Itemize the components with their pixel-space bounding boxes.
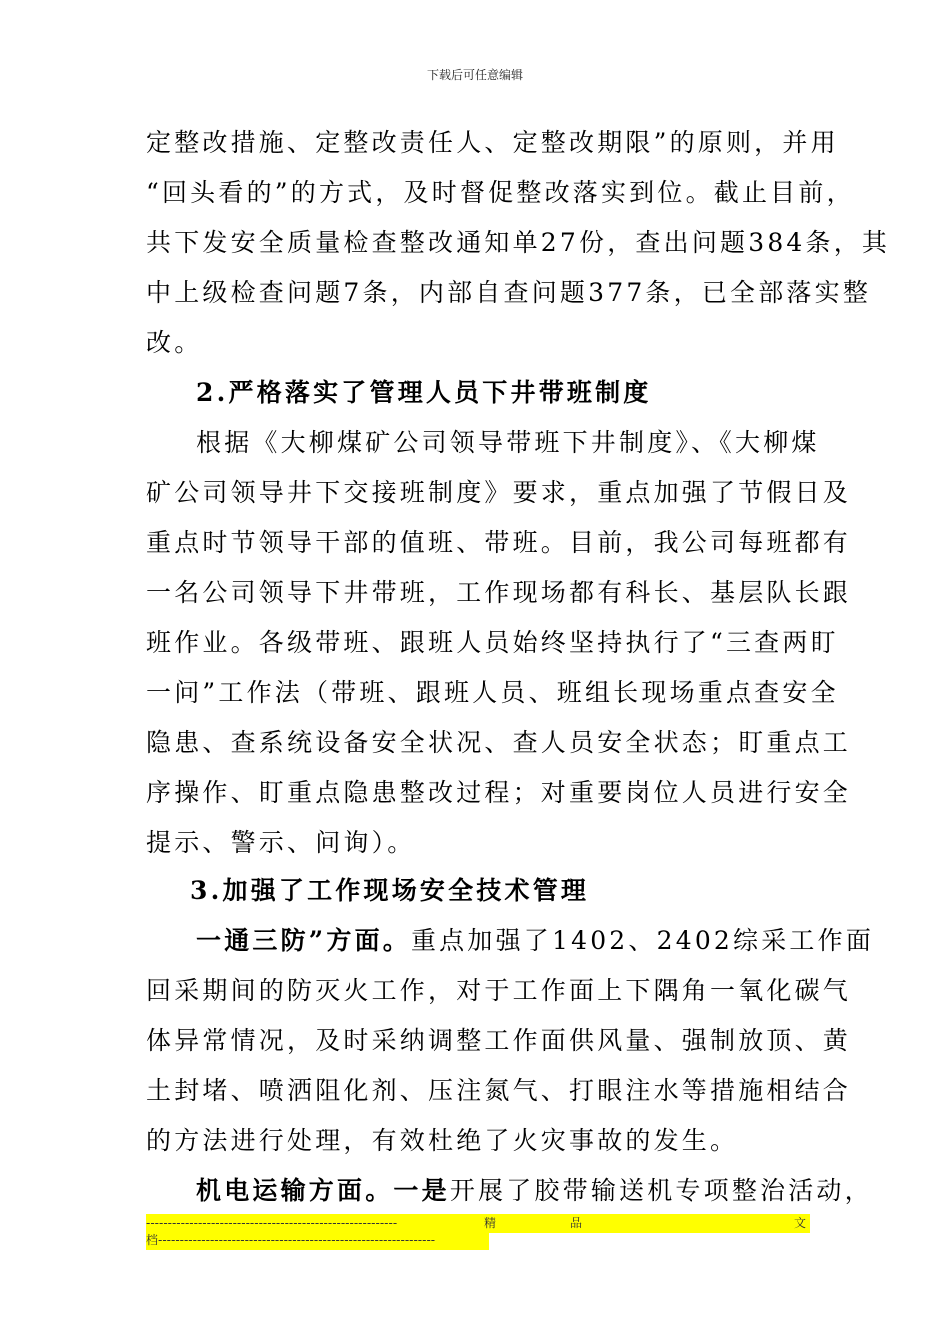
paragraph-line: 共下发安全质量检查整改通知单27份，查出问题384条，其 bbox=[146, 228, 891, 257]
footer-dashes: ---------------------------------------------------------- bbox=[146, 1216, 398, 1230]
page-header-note: 下载后可任意编辑 bbox=[426, 68, 523, 82]
paragraph-line: 隐患、查系统设备安全状况、查人员安全状态；盯重点工 bbox=[146, 728, 852, 757]
paragraph-line bbox=[196, 1166, 873, 1216]
paragraph-line bbox=[196, 916, 875, 966]
paragraph-line: 改。 bbox=[146, 328, 203, 357]
paragraph-line: “回头看的”的方式，及时督促整改落实到位。截止目前， bbox=[146, 178, 855, 207]
paragraph-line: 矿公司领导井下交接班制度》要求，重点加强了节假日及 bbox=[146, 478, 852, 507]
paragraph-line: 的方法进行处理，有效杜绝了火灾事故的发生。 bbox=[146, 1126, 739, 1155]
paragraph-line: 重点时节领导干部的值班、带班。目前，我公司每班都有 bbox=[146, 528, 852, 557]
section-heading-3: 3.加强了工作现场安全技术管理 bbox=[190, 876, 590, 905]
paragraph-text: 重点加强了1402、2402综采工作面 bbox=[410, 926, 875, 955]
paragraph-line: 一名公司领导下井带班，工作现场都有科长、基层队长跟 bbox=[146, 578, 852, 607]
paragraph-line: 根据《大柳煤矿公司领导带班下井制度》、《大柳煤 bbox=[196, 428, 820, 457]
paragraph-line: 班作业。各级带班、跟班人员始终坚持执行了“三查两盯 bbox=[146, 628, 839, 657]
paragraph-line: 回采期间的防灭火工作，对于工作面上下隅角一氧化碳气 bbox=[146, 976, 852, 1005]
footer-dashes: 档---------------------------------------------------------------- bbox=[146, 1233, 436, 1247]
paragraph-line: 序操作、盯重点隐患整改过程；对重要岗位人员进行安全 bbox=[146, 778, 852, 807]
paragraph-line: 一问”工作法（带班、跟班人员、班组长现场重点查安全 bbox=[146, 678, 839, 707]
paragraph-line: 提示、警示、问询）。 bbox=[146, 828, 416, 857]
paragraph-line: 中上级检查问题7条，内部自查问题377条，已全部落实整 bbox=[146, 278, 872, 307]
bold-lead: 一通三防”方面。 bbox=[196, 926, 411, 955]
section-heading-2: 2.严格落实了管理人员下井带班制度 bbox=[196, 378, 652, 407]
paragraph-line: 定整改措施、定整改责任人、定整改期限”的原则，并用 bbox=[146, 128, 839, 157]
footer-char: 文 bbox=[794, 1216, 807, 1230]
bold-lead: 机电运输方面。一是 bbox=[196, 1176, 450, 1205]
footer-banner-line-2 bbox=[146, 1231, 489, 1250]
paragraph-line: 体异常情况，及时采纳调整工作面供风量、强制放顶、黄 bbox=[146, 1026, 852, 1055]
footer-char: 精 bbox=[484, 1216, 497, 1230]
paragraph-text: 开展了胶带输送机专项整治活动， bbox=[449, 1176, 873, 1205]
footer-char: 品 bbox=[570, 1216, 583, 1230]
paragraph-line: 土封堵、喷洒阻化剂、压注氮气、打眼注水等措施相结合 bbox=[146, 1076, 852, 1105]
